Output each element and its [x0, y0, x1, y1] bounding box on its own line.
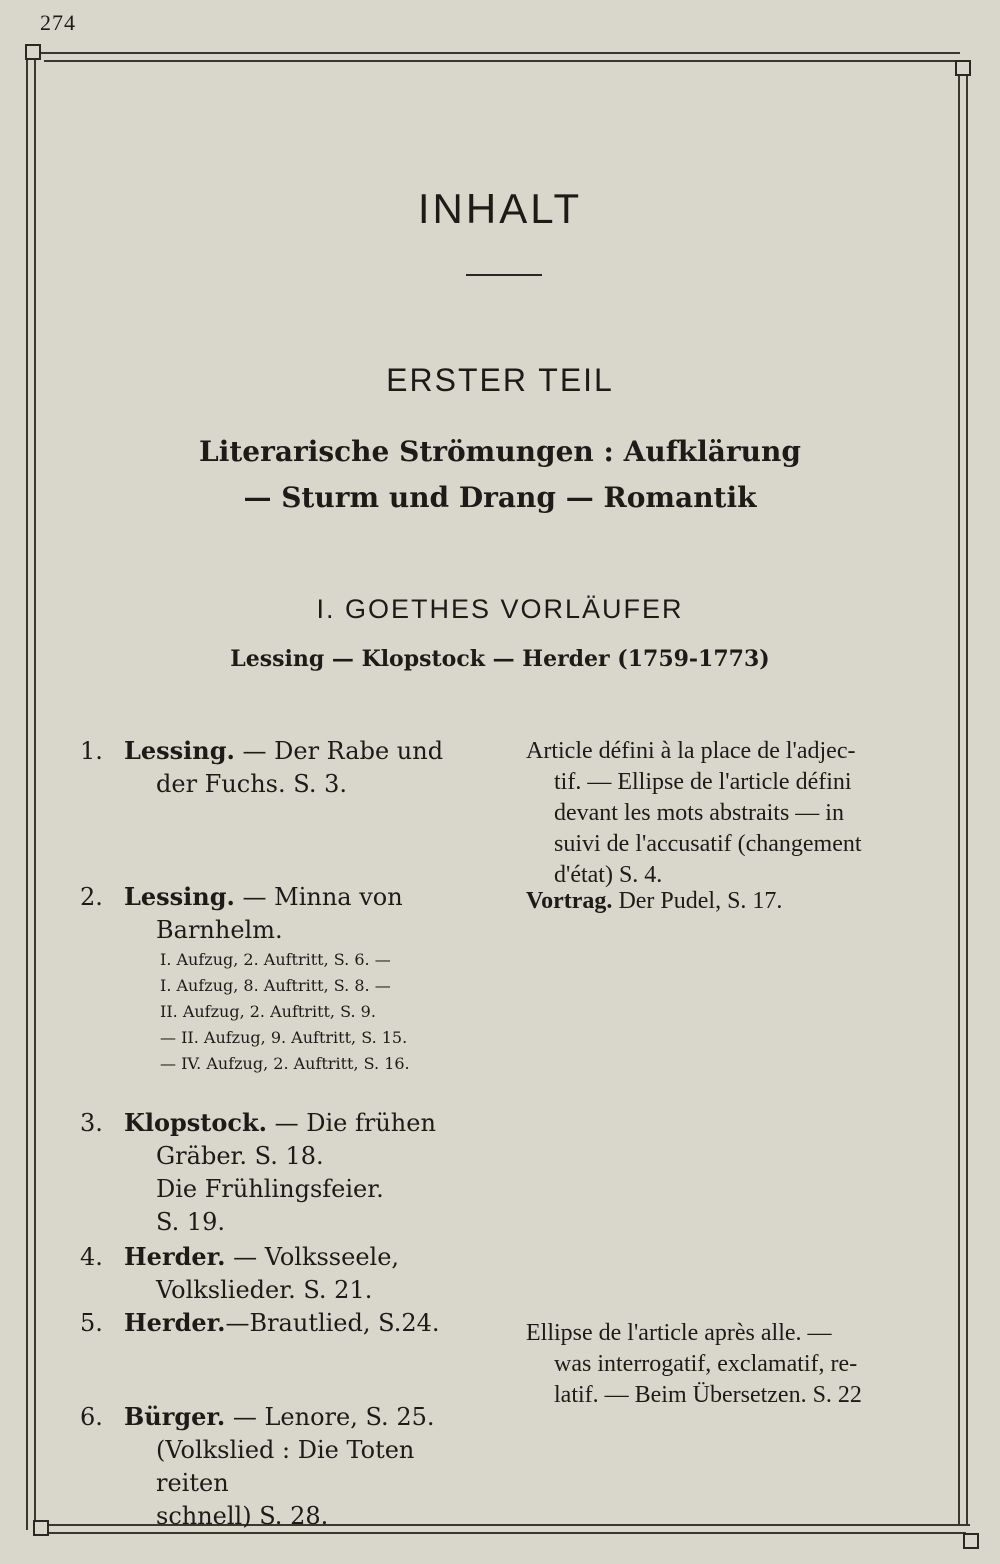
toc-entry-5: [80, 1306, 490, 1340]
entry-work: —Brautlied, S.24.: [225, 1309, 440, 1337]
entry-number: 4.: [80, 1243, 103, 1271]
note-line: tif. — Ellipse de l'article défini: [554, 769, 852, 795]
toc-entry-4: [80, 1240, 490, 1307]
entry-detail-line: — IV. Aufzug, 2. Auftritt, S. 16.: [160, 1054, 410, 1073]
grammar-note-2: [526, 886, 951, 917]
note-line: latif. — Beim Übersetzen. S. 22: [554, 1382, 862, 1408]
entry-line: der Fuchs. S. 3.: [156, 770, 347, 798]
part-subtitle-line-1: Literarische Strömungen : Aufklärung: [199, 435, 801, 468]
entry-line: S. 19.: [156, 1208, 226, 1236]
note-line: Article défini à la place de l'adjec-: [526, 738, 856, 764]
entry-work: — Minna von: [234, 883, 403, 911]
entry-detail-line: I. Aufzug, 2. Auftritt, S. 6. —: [160, 950, 391, 969]
entry-detail-line: — II. Aufzug, 9. Auftritt, S. 15.: [160, 1028, 408, 1047]
entry-number: 2.: [80, 883, 103, 911]
toc-entry-6: [80, 1400, 490, 1533]
title-rule: [466, 274, 542, 276]
toc-entry-2: [80, 880, 490, 1077]
entry-detail-line: II. Aufzug, 2. Auftritt, S. 9.: [160, 1002, 376, 1021]
entry-author: Klopstock.: [124, 1108, 267, 1137]
entry-line: Barnhelm.: [156, 916, 283, 944]
entry-number: 1.: [80, 737, 103, 765]
frame-corner-top-right: [955, 60, 971, 76]
entry-line: Die Frühlingsfeier.: [156, 1175, 384, 1203]
toc-entry-1: [80, 734, 490, 801]
entry-author: Herder.: [124, 1308, 226, 1337]
note-label: Vortrag.: [526, 888, 613, 914]
note-line: Ellipse de l'article après alle. —: [526, 1320, 832, 1346]
entry-number: 3.: [80, 1109, 103, 1137]
entry-detail-line: I. Aufzug, 8. Auftritt, S. 8. —: [160, 976, 391, 995]
entry-work: — Volksseele,: [225, 1243, 400, 1271]
entry-line: schnell) S. 28.: [156, 1502, 329, 1530]
section-title: I. GOETHES VORLÄUFER: [316, 594, 684, 624]
toc-entry-3: [80, 1106, 490, 1239]
part-heading: ERSTER TEIL: [386, 362, 614, 398]
entry-number: 5.: [80, 1309, 103, 1337]
entry-work: — Der Rabe und: [234, 737, 444, 765]
entry-number: 6.: [80, 1403, 103, 1431]
note-line: devant les mots abstraits — in: [554, 800, 844, 826]
frame-corner-top-left: [25, 44, 41, 60]
page-number: 274: [40, 10, 76, 35]
entry-line: (Volkslied : Die Toten reiten: [156, 1436, 415, 1497]
note-line: was interrogatif, exclamatif, re-: [554, 1351, 858, 1377]
section-authors: Lessing — Klopstock — Herder (1759-1773): [230, 646, 770, 672]
grammar-note-1: [526, 736, 951, 891]
part-subtitle-line-2: — Sturm und Drang — Romantik: [243, 481, 757, 514]
note-line: d'état) S. 4.: [554, 862, 663, 888]
note-text: Der Pudel, S. 17.: [612, 888, 783, 914]
entry-author: Herder.: [124, 1242, 226, 1271]
entry-author: Lessing.: [124, 882, 235, 911]
entry-author: Bürger.: [124, 1402, 226, 1431]
frame-corner-bottom-right: [963, 1533, 979, 1549]
note-line: suivi de l'accusatif (changement: [554, 831, 862, 857]
entry-author: Lessing.: [124, 736, 235, 765]
frame-corner-bottom-left: [33, 1520, 49, 1536]
entry-work: — Lenore, S. 25.: [225, 1403, 435, 1431]
entry-line: Gräber. S. 18.: [156, 1142, 324, 1170]
entry-work: — Die frühen: [266, 1109, 436, 1137]
entry-line: Volkslieder. S. 21.: [156, 1276, 373, 1304]
grammar-note-3: [526, 1318, 951, 1411]
page-title: INHALT: [417, 185, 583, 232]
